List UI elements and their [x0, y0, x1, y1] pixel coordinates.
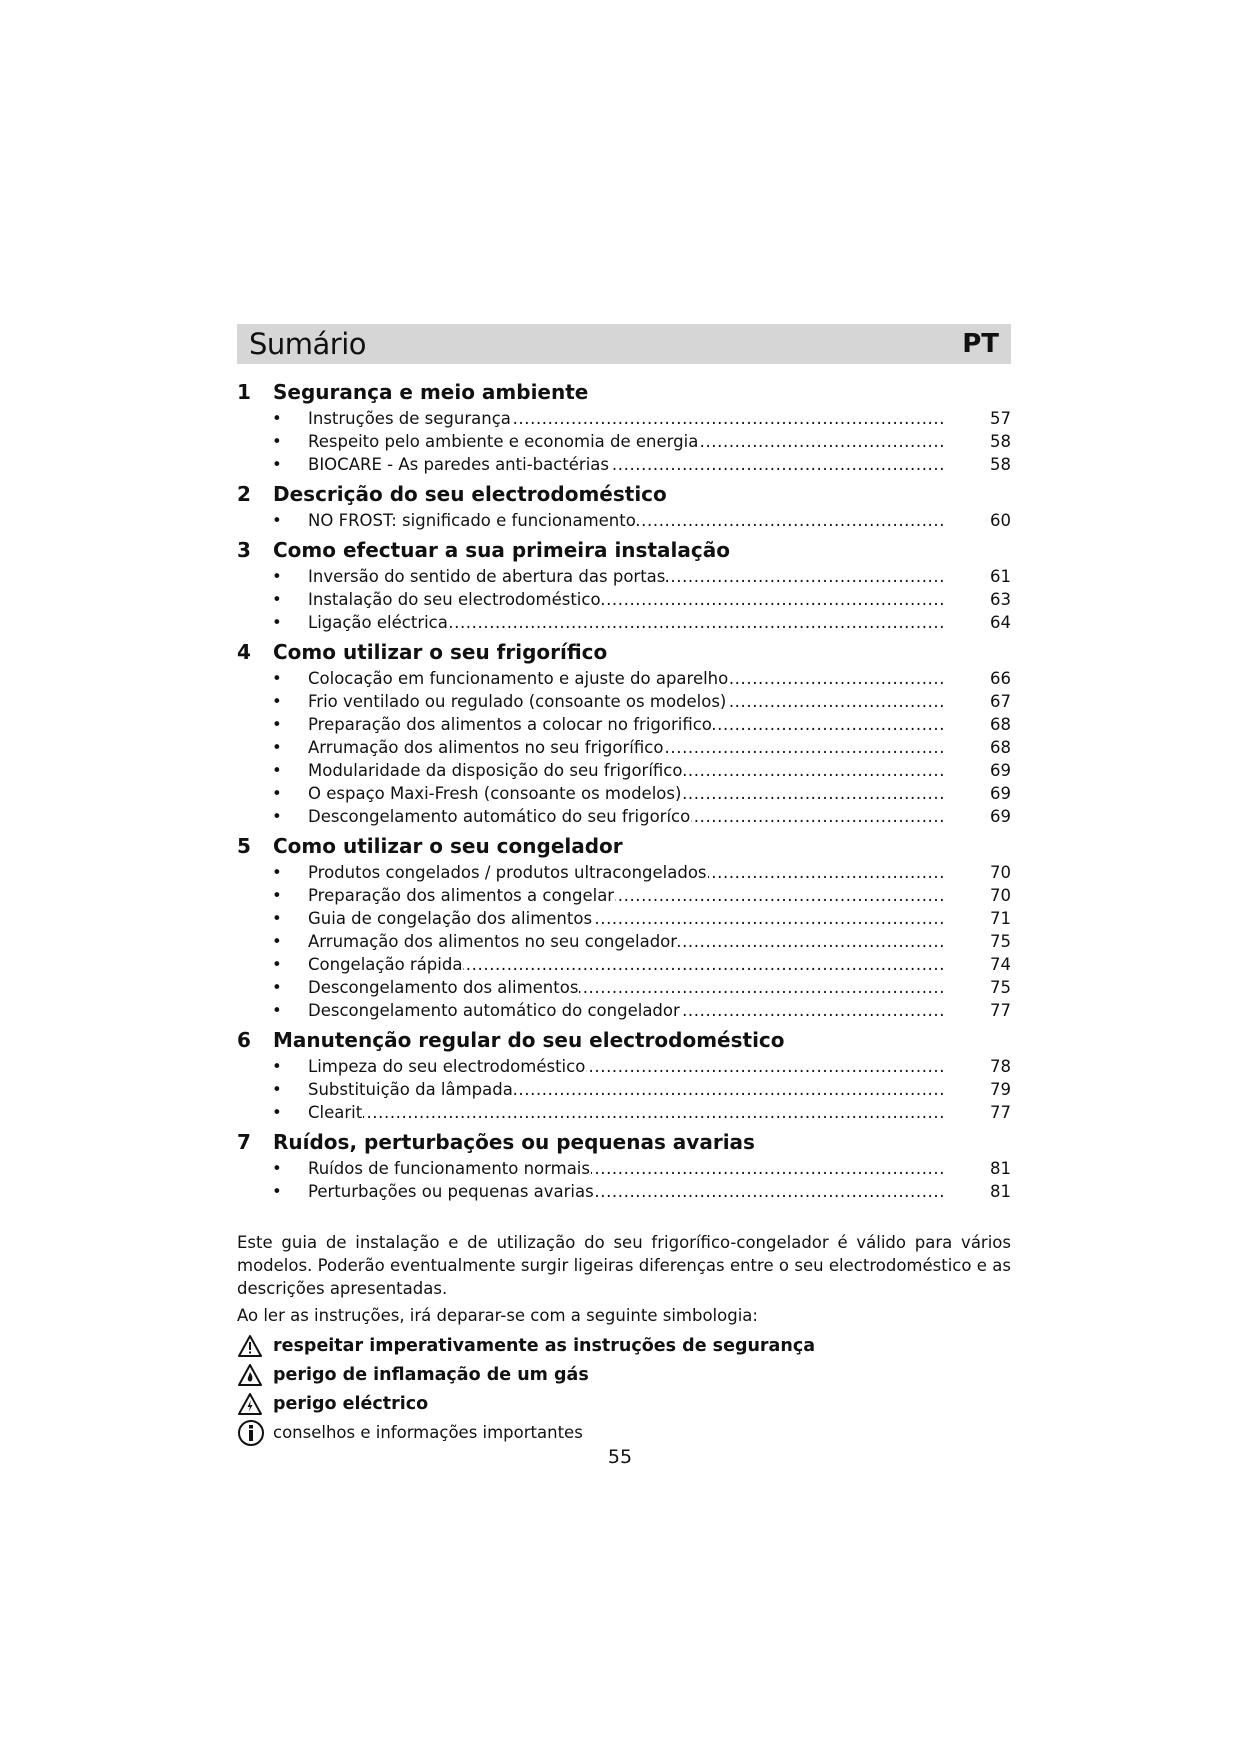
toc-entry-label-wrap	[308, 1057, 945, 1076]
toc-entry-label-wrap	[308, 567, 945, 586]
toc-entry-page: 75	[990, 932, 1011, 951]
bullet: •	[272, 863, 282, 882]
toc-section	[237, 834, 1011, 1024]
toc-entry-label: Colocação em funcionamento e ajuste do aparelho	[308, 669, 729, 688]
toc-entry-label: Respeito pelo ambiente e economia de energia	[308, 432, 699, 451]
section-number: 3	[237, 538, 251, 562]
toc-entry-label: Ligação eléctrica	[308, 613, 448, 632]
section-title: Como efectuar a sua primeira instalação	[273, 538, 730, 562]
bullet: •	[272, 886, 282, 905]
toc-section-heading	[237, 640, 1011, 669]
toc-entry-label-wrap	[308, 978, 945, 997]
toc-entry	[237, 784, 1011, 807]
info-circle-icon	[237, 1418, 273, 1447]
bullet: •	[272, 1159, 282, 1178]
toc-entry-label-wrap	[308, 409, 945, 428]
toc-entry-label: Instruções de segurança	[308, 409, 511, 428]
toc-entry	[237, 1001, 1011, 1024]
symbol-legend	[237, 1331, 1011, 1447]
toc-entry	[237, 909, 1011, 932]
toc-entry-label-wrap	[308, 784, 945, 803]
toc-entry	[237, 1159, 1011, 1182]
toc-section-heading	[237, 1130, 1011, 1159]
toc-entry-page: 79	[990, 1080, 1011, 1099]
bullet: •	[272, 432, 282, 451]
toc-entry-label: Perturbações ou pequenas avarias	[308, 1182, 594, 1201]
toc-entry-page: 81	[990, 1159, 1011, 1178]
symbol-row	[237, 1389, 1011, 1418]
toc-entry-label: O espaço Maxi-Fresh (consoante os modelos)	[308, 784, 682, 803]
toc-entry-label-wrap	[308, 738, 945, 757]
toc-entry-label-wrap	[308, 1103, 945, 1122]
toc-section-heading	[237, 538, 1011, 567]
bullet: •	[272, 613, 282, 632]
toc-entry-page: 78	[990, 1057, 1011, 1076]
toc-entry-page: 74	[990, 955, 1011, 974]
symbol-row	[237, 1331, 1011, 1360]
bullet: •	[272, 409, 282, 428]
symbol-text: respeitar imperativamente as instruções de segurança	[273, 1335, 816, 1356]
section-title: Segurança e meio ambiente	[273, 380, 589, 404]
toc-entry-label-wrap	[308, 1159, 945, 1178]
toc-entry	[237, 613, 1011, 636]
page-number: 55	[607, 1446, 633, 1468]
bullet: •	[272, 1001, 282, 1020]
toc-entry-page: 81	[990, 1182, 1011, 1201]
toc-entry	[237, 715, 1011, 738]
symbol-text: conselhos e informações importantes	[273, 1423, 583, 1442]
toc-entry	[237, 1080, 1011, 1103]
bullet: •	[272, 1103, 282, 1122]
toc-entry	[237, 761, 1011, 784]
bullet: •	[272, 761, 282, 780]
toc-entry	[237, 1182, 1011, 1205]
toc-section	[237, 1028, 1011, 1126]
toc-entry-page: 64	[990, 613, 1011, 632]
toc-entry-page: 68	[990, 715, 1011, 734]
section-title: Como utilizar o seu frigorífico	[273, 640, 608, 664]
toc-entry-label-wrap	[308, 886, 945, 905]
toc-entry-label: Clearit	[308, 1103, 363, 1122]
toc-entry-label: Preparação dos alimentos a congelar	[308, 886, 615, 905]
toc-entry-label-wrap	[308, 669, 945, 688]
section-title: Ruídos, perturbações ou pequenas avarias	[273, 1130, 755, 1154]
bullet: •	[272, 738, 282, 757]
table-of-contents	[237, 380, 1011, 1205]
toc-entry	[237, 955, 1011, 978]
toc-entry	[237, 863, 1011, 886]
toc-section	[237, 538, 1011, 636]
page-title: Sumário	[249, 327, 367, 361]
toc-entry-label-wrap	[308, 1182, 945, 1201]
toc-entry	[237, 1057, 1011, 1080]
toc-section	[237, 482, 1011, 534]
section-title: Como utilizar o seu congelador	[273, 834, 623, 858]
bullet: •	[272, 784, 282, 803]
toc-entry-label-wrap	[308, 863, 945, 882]
toc-entry-label: Congelação rápida	[308, 955, 463, 974]
section-number: 7	[237, 1130, 251, 1154]
toc-entry-label: Descongelamento automático do congelador	[308, 1001, 680, 1020]
toc-entry	[237, 886, 1011, 909]
toc-entry-page: 69	[990, 761, 1011, 780]
symbol-text: perigo de inflamação de um gás	[273, 1364, 589, 1385]
toc-entry-page: 70	[990, 886, 1011, 905]
toc-entry	[237, 432, 1011, 455]
toc-entry-page: 60	[990, 511, 1011, 530]
bullet: •	[272, 669, 282, 688]
intro-paragraph: Este guia de instalação e de utilização do seu frigorífico-congelador é válido para vários modelos. Poderão eventualmente surgir ligeiras diferenças entre o seu electrodoméstico e as descrições apresentadas.	[237, 1233, 1011, 1298]
toc-entry-label-wrap	[308, 909, 945, 928]
section-title: Descrição do seu electrodoméstico	[273, 482, 667, 506]
toc-section-heading	[237, 380, 1011, 409]
toc-entry-page: 67	[990, 692, 1011, 711]
toc-entry-page: 68	[990, 738, 1011, 757]
toc-entry-page: 77	[990, 1103, 1011, 1122]
toc-entry-page: 75	[990, 978, 1011, 997]
bullet: •	[272, 955, 282, 974]
toc-entry-label: Substituição da lâmpada	[308, 1080, 513, 1099]
toc-entry-label: Inversão do sentido de abertura das portas	[308, 567, 666, 586]
section-number: 6	[237, 1028, 251, 1052]
bullet: •	[272, 1057, 282, 1076]
toc-entry-page: 57	[990, 409, 1011, 428]
toc-entry-page: 63	[990, 590, 1011, 609]
toc-entry-label: NO FROST: significado e funcionamento	[308, 511, 636, 530]
document-page	[237, 324, 1011, 1447]
toc-entry	[237, 455, 1011, 478]
symbol-text: perigo eléctrico	[273, 1393, 429, 1414]
toc-entry-page: 77	[990, 1001, 1011, 1020]
toc-entry-page: 69	[990, 784, 1011, 803]
toc-entry	[237, 807, 1011, 830]
toc-entry-label: Descongelamento dos alimentos	[308, 978, 579, 997]
toc-entry	[237, 669, 1011, 692]
symbol-row	[237, 1360, 1011, 1389]
toc-entry-page: 70	[990, 863, 1011, 882]
section-number: 4	[237, 640, 251, 664]
bullet: •	[272, 715, 282, 734]
toc-entry-label-wrap	[308, 807, 945, 826]
section-number: 1	[237, 380, 251, 404]
toc-entry-label: Ruídos de funcionamento normais	[308, 1159, 590, 1178]
section-number: 5	[237, 834, 251, 858]
toc-entry-page: 58	[990, 455, 1011, 474]
toc-section-heading	[237, 482, 1011, 511]
electric-warning-icon	[237, 1389, 273, 1418]
toc-entry-label: Guia de congelação dos alimentos	[308, 909, 593, 928]
toc-entry-page: 58	[990, 432, 1011, 451]
toc-entry-label-wrap	[308, 613, 945, 632]
toc-entry	[237, 590, 1011, 613]
bullet: •	[272, 1182, 282, 1201]
toc-entry-label: Arrumação dos alimentos no seu frigorífico	[308, 738, 664, 757]
toc-entry	[237, 978, 1011, 1001]
bullet: •	[272, 590, 282, 609]
toc-entry	[237, 511, 1011, 534]
reading-note: Ao ler as instruções, irá deparar-se com a seguinte simbologia:	[237, 1306, 758, 1325]
toc-entry-label: BIOCARE - As paredes anti-bactérias	[308, 455, 609, 474]
toc-entry-page: 69	[990, 807, 1011, 826]
section-number: 2	[237, 482, 251, 506]
toc-entry-label: Preparação dos alimentos a colocar no frigorifico	[308, 715, 712, 734]
toc-entry-label-wrap	[308, 1001, 945, 1020]
toc-entry-label-wrap	[308, 590, 945, 609]
toc-entry	[237, 1103, 1011, 1126]
bullet: •	[272, 807, 282, 826]
toc-entry-page: 66	[990, 669, 1011, 688]
toc-entry-label-wrap	[308, 692, 945, 711]
bullet: •	[272, 909, 282, 928]
toc-entry	[237, 567, 1011, 590]
toc-entry-label-wrap	[308, 932, 945, 951]
bullet: •	[272, 1080, 282, 1099]
bullet: •	[272, 692, 282, 711]
toc-section-heading	[237, 1028, 1011, 1057]
bullet: •	[272, 567, 282, 586]
toc-entry-label: Frio ventilado ou regulado (consoante os modelos)	[308, 692, 727, 711]
toc-section	[237, 380, 1011, 478]
bullet: •	[272, 978, 282, 997]
toc-section-heading	[237, 834, 1011, 863]
toc-entry-label-wrap	[308, 955, 945, 974]
toc-entry-label-wrap	[308, 432, 945, 451]
symbol-row	[237, 1418, 1011, 1447]
toc-entry	[237, 738, 1011, 761]
title-bar	[237, 324, 1011, 364]
bullet: •	[272, 511, 282, 530]
toc-entry-label-wrap	[308, 455, 945, 474]
toc-entry-label-wrap	[308, 715, 945, 734]
toc-entry-label-wrap	[308, 511, 945, 530]
toc-entry-page: 61	[990, 567, 1011, 586]
language-code: PT	[962, 329, 999, 359]
toc-entry-label: Limpeza do seu electrodoméstico	[308, 1057, 586, 1076]
toc-entry-label-wrap	[308, 761, 945, 780]
toc-section	[237, 640, 1011, 830]
toc-entry-label: Modularidade da disposição do seu frigorífico	[308, 761, 683, 780]
warning-triangle-icon	[237, 1331, 273, 1360]
toc-entry	[237, 409, 1011, 432]
toc-entry-label: Produtos congelados / produtos ultracongelados	[308, 863, 707, 882]
gas-flame-warning-icon	[237, 1360, 273, 1389]
section-title: Manutenção regular do seu electrodoméstico	[273, 1028, 785, 1052]
toc-entry	[237, 932, 1011, 955]
toc-entry-label: Descongelamento automático do seu frigoríco	[308, 807, 691, 826]
toc-entry	[237, 692, 1011, 715]
toc-entry-page: 71	[990, 909, 1011, 928]
toc-entry-label: Instalação do seu electrodoméstico	[308, 590, 601, 609]
toc-section	[237, 1130, 1011, 1205]
bullet: •	[272, 455, 282, 474]
toc-entry-label: Arrumação dos alimentos no seu congelador	[308, 932, 678, 951]
toc-entry-label-wrap	[308, 1080, 945, 1099]
bullet: •	[272, 932, 282, 951]
